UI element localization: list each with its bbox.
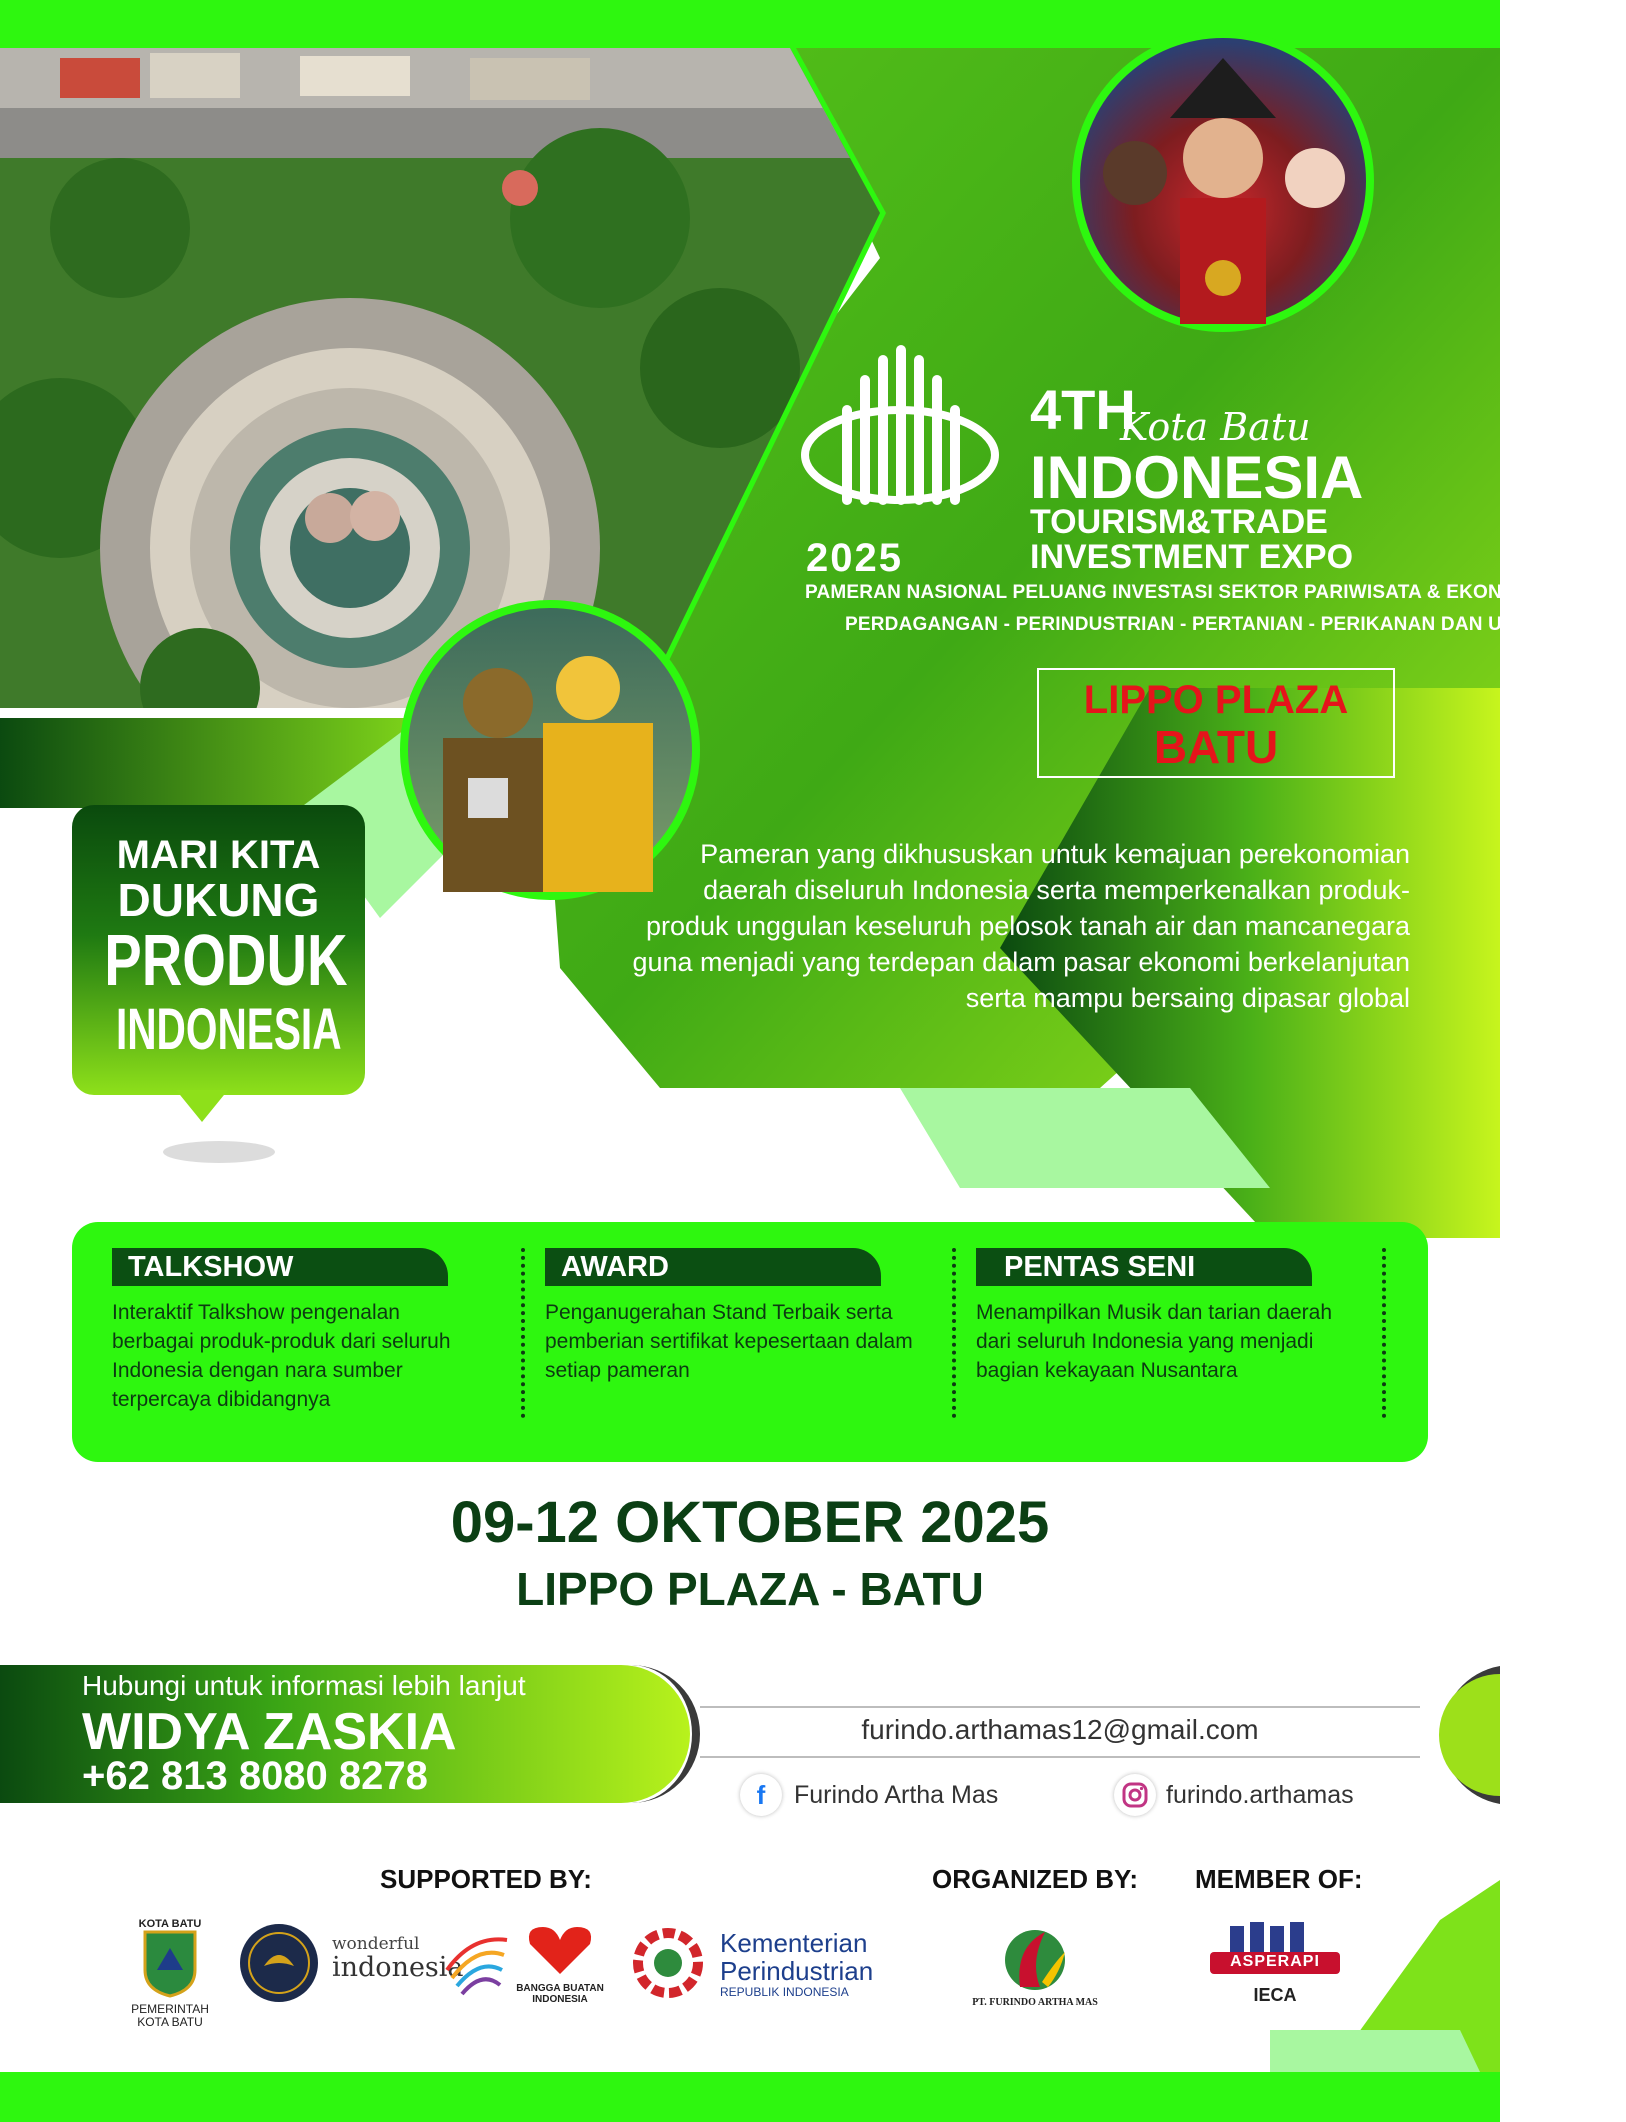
- venue-line2: BATU: [1153, 721, 1279, 773]
- kota-batu-logo-top: KOTA BATU: [138, 1918, 202, 1930]
- bangga-caption-1: BANGGA BUATAN: [516, 1983, 604, 1994]
- event-award: [545, 1248, 945, 1385]
- email-line-bottom: [700, 1756, 1420, 1758]
- expo-subtitle-line1: PAMERAN NASIONAL PELUANG INVESTASI SEKTOR PARIWISATA & EKONOMI KREATIF: [805, 582, 1626, 603]
- government-seal-icon: [238, 1922, 320, 2004]
- badge-shadow: [163, 1141, 275, 1163]
- decorative-crescent: [1410, 1660, 1500, 1810]
- garuda-bird-icon: [442, 1930, 512, 2000]
- event-title: PENTAS SENI: [1004, 1251, 1196, 1283]
- event-desc: Penganugerahan Stand Terbaik serta pemberian sertifikat kepesertaan dalam setiap pameran: [545, 1301, 913, 1382]
- wonderful-indonesia-logo: [332, 1930, 512, 2000]
- event-desc: Interaktif Talkshow pengenalan berbagai produk-produk dari seluruh Indonesia dengan nara sumber terpercaya dibidangnya: [112, 1301, 451, 1411]
- ieca-text: IECA: [1253, 1985, 1297, 2005]
- expo-script-title: Kota Batu: [1120, 405, 1311, 449]
- event-title: AWARD: [561, 1251, 669, 1283]
- event-pentas-seni: [976, 1248, 1376, 1385]
- divider: [952, 1248, 956, 1418]
- kemenperin-line3: REPUBLIK INDONESIA: [720, 1985, 849, 1999]
- expo-title-line1: INDONESIA: [1030, 444, 1364, 511]
- member-of-label: MEMBER OF:: [1195, 1864, 1363, 1894]
- furindo-caption: PT. FURINDO ARTHA MAS: [972, 1997, 1098, 2008]
- facebook-handle[interactable]: Furindo Artha Mas: [794, 1781, 999, 1809]
- kemenperin-gear-icon: [626, 1925, 710, 2001]
- kota-batu-logo: [115, 1918, 225, 2029]
- expo-year: 2025: [806, 536, 903, 580]
- furindo-emblem-icon: [970, 1922, 1100, 1992]
- instagram-icon[interactable]: [1114, 1774, 1156, 1816]
- event-date: 09-12 OKTOBER 2025: [450, 1490, 1050, 1555]
- email-line-top: [700, 1706, 1420, 1708]
- bangga-caption-2: INDONESIA: [532, 1994, 588, 2005]
- kota-batu-caption-2: KOTA BATU: [137, 2015, 203, 2030]
- facebook-icon[interactable]: f: [740, 1774, 782, 1816]
- event-description: Pameran yang dikhususkan untuk kemajuan perekonomian daerah diseluruh Indonesia serta memperkenalkan produk-produk unggulan keseluruh pelosok tanah air dan mancanegara guna menjadi yang terdepan dalam pasar ekonomi berkelanjutan serta mampu bersaing dipasar global: [632, 839, 1410, 1013]
- contact-bar-edge: [620, 1665, 700, 1803]
- expo-title-line3: INVESTMENT EXPO: [1030, 538, 1354, 576]
- event-talkshow: [112, 1248, 512, 1414]
- badge-line3: PRODUK: [104, 921, 348, 1001]
- event-title: TALKSHOW: [128, 1251, 294, 1283]
- expo-subtitle-line2: PERDAGANGAN - PERINDUSTRIAN - PERTANIAN - PERIKANAN DAN UMKM: [845, 614, 1549, 635]
- kota-batu-caption-1: PEMERINTAH: [131, 2002, 209, 2017]
- asperapi-emblem-icon: [1200, 1922, 1350, 1980]
- kemenperin-line1: Kementerian: [720, 1928, 868, 1958]
- kemenperin-line2: Perindustrian: [720, 1956, 874, 1986]
- venue-line1: LIPPO PLAZA: [1083, 678, 1349, 722]
- event-desc: Menampilkan Musik dan tarian daerah dari seluruh Indonesia yang menjadi bagian kekayaan Nusantara: [976, 1301, 1333, 1382]
- supported-by-label: SUPPORTED BY:: [380, 1864, 592, 1894]
- badge-pointer: [176, 1090, 228, 1122]
- venue-box: [1037, 668, 1395, 778]
- divider: [1382, 1248, 1386, 1418]
- divider: [521, 1248, 525, 1418]
- badge-line4: INDONESIA: [115, 997, 342, 1062]
- indonesia-text: indonesia: [332, 1952, 464, 1983]
- expo-edition: 4TH: [1030, 378, 1136, 441]
- support-badge: [72, 805, 365, 1095]
- event-tab: [112, 1248, 448, 1286]
- asperapi-text: ASPERAPI: [1230, 1953, 1320, 1970]
- event-tab: [545, 1248, 881, 1286]
- instagram-handle[interactable]: furindo.arthamas: [1166, 1781, 1354, 1809]
- expo-title-line2: TOURISM&TRADE: [1030, 503, 1328, 541]
- bottom-bar: [0, 2072, 1500, 2122]
- contact-intro: Hubungi untuk informasi lebih lanjut: [82, 1670, 526, 1701]
- asperapi-ieca-logo: [1200, 1922, 1350, 2006]
- contact-name: WIDYA ZASKIA: [82, 1703, 457, 1761]
- contact-phone[interactable]: +62 813 8080 8278: [82, 1754, 428, 1798]
- badge-line1: MARI KITA: [116, 833, 321, 877]
- events-panel: [72, 1222, 1428, 1462]
- cultural-costume-photo: [1072, 30, 1374, 332]
- kota-batu-shield-icon: [115, 1930, 225, 1998]
- furindo-logo: [970, 1922, 1100, 2008]
- organized-by-label: ORGANIZED BY:: [932, 1864, 1139, 1894]
- event-tab: [976, 1248, 1312, 1286]
- wonderful-text: wonderful: [332, 1934, 420, 1954]
- event-location: LIPPO PLAZA - BATU: [516, 1563, 984, 1615]
- contact-email[interactable]: furindo.arthamas12@gmail.com: [861, 1714, 1259, 1745]
- bangga-buatan-logo: [515, 1922, 605, 2005]
- heart-icon: [515, 1922, 605, 1978]
- badge-line2: DUKUNG: [117, 874, 320, 926]
